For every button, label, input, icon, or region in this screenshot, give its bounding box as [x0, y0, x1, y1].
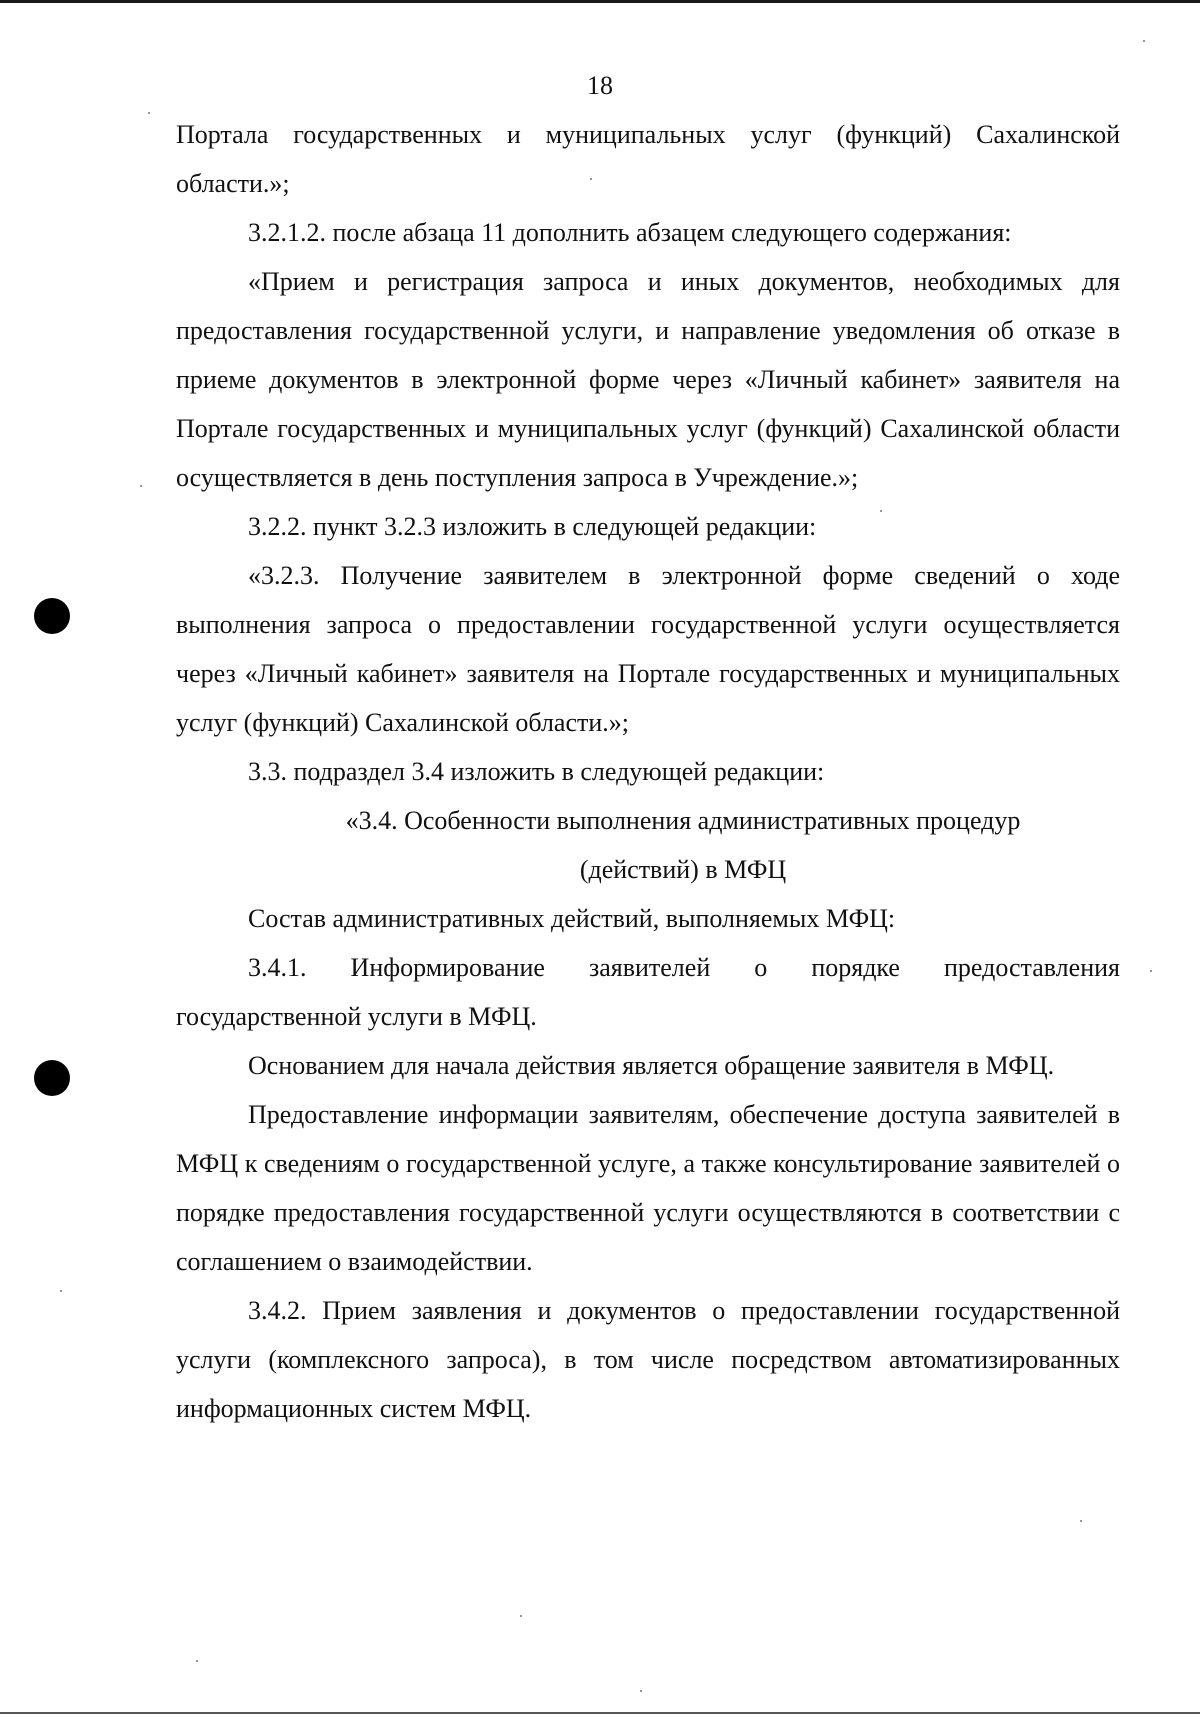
scan-speck [640, 1690, 642, 1692]
punch-hole-upper [34, 598, 70, 634]
scan-speck [196, 1660, 198, 1662]
scan-edge-top [0, 0, 1200, 3]
paragraph-provision-info: Предоставление информации заявителям, обеспечение доступа заявителей в МФЦ к сведениям о государственной услуге, а также консультирование заявителей о порядке предоставления государственной услуги осуществляются в соответствии с соглашением о взаимодействии. [176, 1100, 1120, 1276]
scan-speck [60, 1290, 62, 1292]
scan-speck [148, 112, 150, 114]
paragraph-portal-continuation: Портала государственных и муниципальных услуг (функций) Сахалинской области.»; [176, 120, 1120, 198]
punch-hole-lower [34, 1060, 70, 1096]
paragraph-item-3-4-2: 3.4.2. Прием заявления и документов о предоставлении государственной услуги (комплексного запроса), в том числе посредством автоматизированных информационных систем МФЦ. [176, 1296, 1120, 1423]
scan-speck [140, 485, 142, 487]
paragraph-quote-reception: «Прием и регистрация запроса и иных документов, необходимых для предоставления государственной услуги, и направление уведомления об отказе в приеме документов в электронной форме через «Личный кабинет» заявителя на Портале государственных и муниципальных услуг (функций) Сахалинской области осуществляется в день поступления запроса в Учреждение.»; [176, 267, 1120, 492]
scan-speck [1143, 40, 1145, 42]
scan-speck [880, 510, 882, 512]
scan-speck [1080, 1520, 1082, 1522]
section-heading-line-1: «3.4. Особенности выполнения административных процедур [345, 806, 1021, 835]
scan-speck [1150, 970, 1152, 972]
document-body [176, 110, 1120, 1433]
scan-edge-bottom [0, 1712, 1200, 1714]
paragraph-basis: Основанием для начала действия является обращение заявителя в МФЦ. [248, 1051, 1055, 1080]
page-number: 18 [587, 71, 613, 100]
paragraph-item-3-2-2: 3.2.2. пункт 3.2.3 изложить в следующей редакции: [248, 512, 817, 541]
section-heading-line-2: (действий) в МФЦ [579, 855, 787, 884]
paragraph-quote-3-2-3: «3.2.3. Получение заявителем в электронной форме сведений о ходе выполнения запроса о предоставлении государственной услуги осуществляется через «Личный кабинет» заявителя на Портале государственных и муниципальных услуг (функций) Сахалинской области.»; [176, 561, 1120, 737]
scan-speck [520, 1615, 522, 1617]
paragraph-item-3-3: 3.3. подраздел 3.4 изложить в следующей редакции: [248, 757, 825, 786]
paragraph-item-3-2-1-2: 3.2.1.2. после абзаца 11 дополнить абзацем следующего содержания: [248, 218, 1012, 247]
paragraph-composition: Состав административных действий, выполняемых МФЦ: [248, 904, 896, 933]
scan-speck [590, 178, 592, 180]
paragraph-item-3-4-1: 3.4.1. Информирование заявителей о порядке предоставления государственной услуги в МФЦ. [176, 953, 1120, 1031]
